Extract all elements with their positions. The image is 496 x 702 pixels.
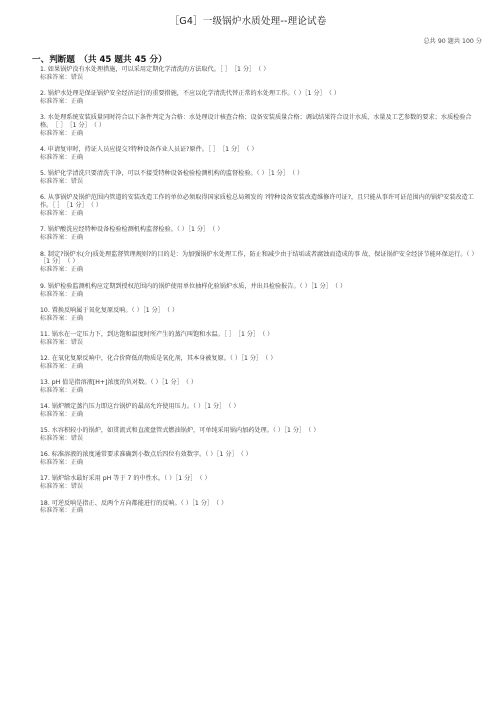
score-summary: 总共 90 题共 100 分 [423, 38, 482, 45]
answer-label: 标准答案： [40, 411, 71, 419]
answer-value: 正确 [70, 411, 84, 419]
answer-label: 标准答案： [40, 483, 71, 491]
question-text: 3. 水处理系统安装质量同时符合以下条件判定为合格：水处理设计核查合格；设备安装质量合格；调试结果符合设计水质、水量及工艺参数的要求；水质检验合格。 ［ ］ ［1 分］ （ ） [40, 114, 472, 130]
answer-label: 标准答案： [40, 210, 71, 218]
answer-value: 错误 [70, 435, 84, 443]
answer-label: 标准答案： [40, 507, 71, 515]
answer-value: 正确 [70, 98, 84, 106]
question-text: 10. 置换反响属于氧化复原反响。（ ）［1 分］ （ ） [40, 306, 179, 314]
standard-answer [40, 210, 480, 218]
standard-answer [40, 435, 480, 443]
answer-label: 标准答案： [40, 98, 71, 106]
question-item [40, 307, 480, 323]
question-item [40, 146, 480, 162]
question-item [40, 379, 480, 395]
answer-label: 标准答案： [40, 154, 71, 162]
answer-value: 正确 [70, 210, 84, 218]
answer-value: 错误 [70, 338, 84, 346]
question-item [40, 283, 480, 299]
answer-value: 正确 [70, 130, 84, 138]
answer-value: 正确 [70, 362, 84, 370]
question-text: 12. 在氧化复原反响中，化合价降低的物质是氧化剂，其本身被复原。（ ）［1 分］ （ ） [40, 354, 277, 362]
answer-value: 正确 [70, 154, 84, 162]
question-text: 17. 锅炉给水最好采用 pH 等于 7 的中性水。（ ）［1 分］ （ ） [40, 475, 211, 483]
question-text: 7. 锅炉酸洗应经特种设备检验检测机构监督检验。（ ）［1 分］ （ ） [40, 226, 224, 234]
question-item [40, 451, 480, 467]
answer-value: 正确 [70, 507, 84, 515]
question-text: 15. 水容积较小的锅炉，如贯流式和直流盘管式燃油锅炉，可单纯采用锅内加药处理。（ ）［1 分］ （ ） [40, 427, 320, 435]
answer-value: 正确 [70, 290, 84, 298]
standard-answer [40, 387, 480, 395]
question-text: 13. pH 值是指溶液[H+]浓度的负对数。（ ）［1 分］ （ ） [40, 379, 198, 387]
question-item [40, 331, 480, 347]
answer-label: 标准答案： [40, 178, 71, 186]
question-item [40, 226, 480, 242]
standard-answer [40, 411, 480, 419]
question-item [40, 500, 480, 516]
answer-value: 正确 [70, 459, 84, 467]
question-list [40, 66, 480, 524]
standard-answer [40, 459, 480, 467]
question-text: 18. 可逆反响是指正、反两个方向都能进行的反响。（ ）［1 分］ （ ） [40, 499, 228, 507]
answer-label: 标准答案： [40, 130, 71, 138]
standard-answer [40, 483, 480, 491]
page-title: ［G4］一级锅炉水质处理--理论试卷 [169, 16, 327, 27]
answer-label: 标准答案： [40, 338, 71, 346]
standard-answer [40, 234, 480, 242]
answer-label: 标准答案： [40, 459, 71, 467]
question-item [40, 170, 480, 186]
question-text: 1. 如果锅炉没有水处理措施，可以采用定期化学清洗的方法取代。［ ］ ［1 分］ （ ） [40, 66, 270, 73]
question-item [40, 66, 480, 82]
standard-answer [40, 74, 480, 82]
answer-label: 标准答案： [40, 435, 71, 443]
question-text: 5. 锅炉化学清洗只要清洗干净，可以不接受特种设备检验检测机构的监督检验。（ ）［1 分］ （ ） [40, 170, 304, 178]
question-text: 11. 锅水在一定压力下，到达饱和温度时所产生的蒸汽叫饱和水温。［ ］ ［1 分］ （ ） [40, 330, 274, 338]
answer-label: 标准答案： [40, 234, 71, 242]
standard-answer [40, 266, 480, 274]
answer-label: 标准答案： [40, 266, 71, 274]
question-item [40, 114, 480, 138]
question-item [40, 427, 480, 443]
answer-value: 错误 [70, 483, 84, 491]
answer-value: 错误 [70, 73, 84, 81]
standard-answer [40, 339, 480, 347]
question-item [40, 403, 480, 419]
section-heading: 一、判断题 （共 45 题共 45 分） [32, 55, 167, 65]
answer-value: 正确 [70, 266, 84, 274]
question-item [40, 194, 480, 218]
answer-value: 正确 [70, 386, 84, 394]
question-text: 8. 制定?锅炉水(介)质处理监督管理规则?的目的是：为加强锅炉水处理工作，防止和减少由于结垢或者腐蚀而造成的事 故，保证锅炉安全经济节能环保运行。（ ）［1 分］ （ ） [40, 250, 478, 266]
question-item [40, 90, 480, 106]
answer-label: 标准答案： [40, 314, 71, 322]
standard-answer [40, 363, 480, 371]
answer-label: 标准答案： [40, 73, 71, 81]
standard-answer [40, 291, 480, 299]
standard-answer [40, 315, 480, 323]
question-text: 6. 从事锅炉及锅炉范围内管道的安装改造工作的单位必须取得国家质检总局颁发的 ?特种设备安装改造维修许可证?，且只能从事许可证范围内的锅炉安装改造工作。［ ］ ［1 分］ （ ） [40, 194, 474, 210]
question-text: 9. 锅炉检验监测机构应定期到授权范围内的锅炉使用单位抽样化验锅炉水质，并出具检验报告。（ ）［1 分］ （ ） [40, 282, 347, 290]
answer-label: 标准答案： [40, 290, 71, 298]
question-text: 16. 标准溶液的浓度通常要求准确到小数点后四位有效数字。（ ）［1 分］ （ ） [40, 451, 252, 459]
standard-answer [40, 507, 480, 515]
answer-label: 标准答案： [40, 362, 71, 370]
answer-value: 正确 [70, 314, 84, 322]
standard-answer [40, 154, 480, 162]
question-text: 2. 锅炉水处理是保证锅炉安全经济运行的重要措施，不应以化学清洗代替正常的水处理工作。（ ）［1 分］ （ ） [40, 90, 341, 98]
question-item [40, 355, 480, 371]
answer-label: 标准答案： [40, 386, 71, 394]
answer-value: 错误 [70, 178, 84, 186]
question-item [40, 475, 480, 491]
question-text: 4. 申请复审时，持证人员应提交?特种设备作业人员证?原件。［ ］ ［1 分］ （ ） [40, 146, 258, 154]
answer-value: 正确 [70, 234, 84, 242]
question-text: 14. 锅炉额定蒸汽压力即这台锅炉的最高允许使用压力。（ ）［1 分］ （ ） [40, 403, 240, 411]
standard-answer [40, 178, 480, 186]
question-item [40, 251, 480, 275]
standard-answer [40, 98, 480, 106]
standard-answer [40, 130, 480, 138]
